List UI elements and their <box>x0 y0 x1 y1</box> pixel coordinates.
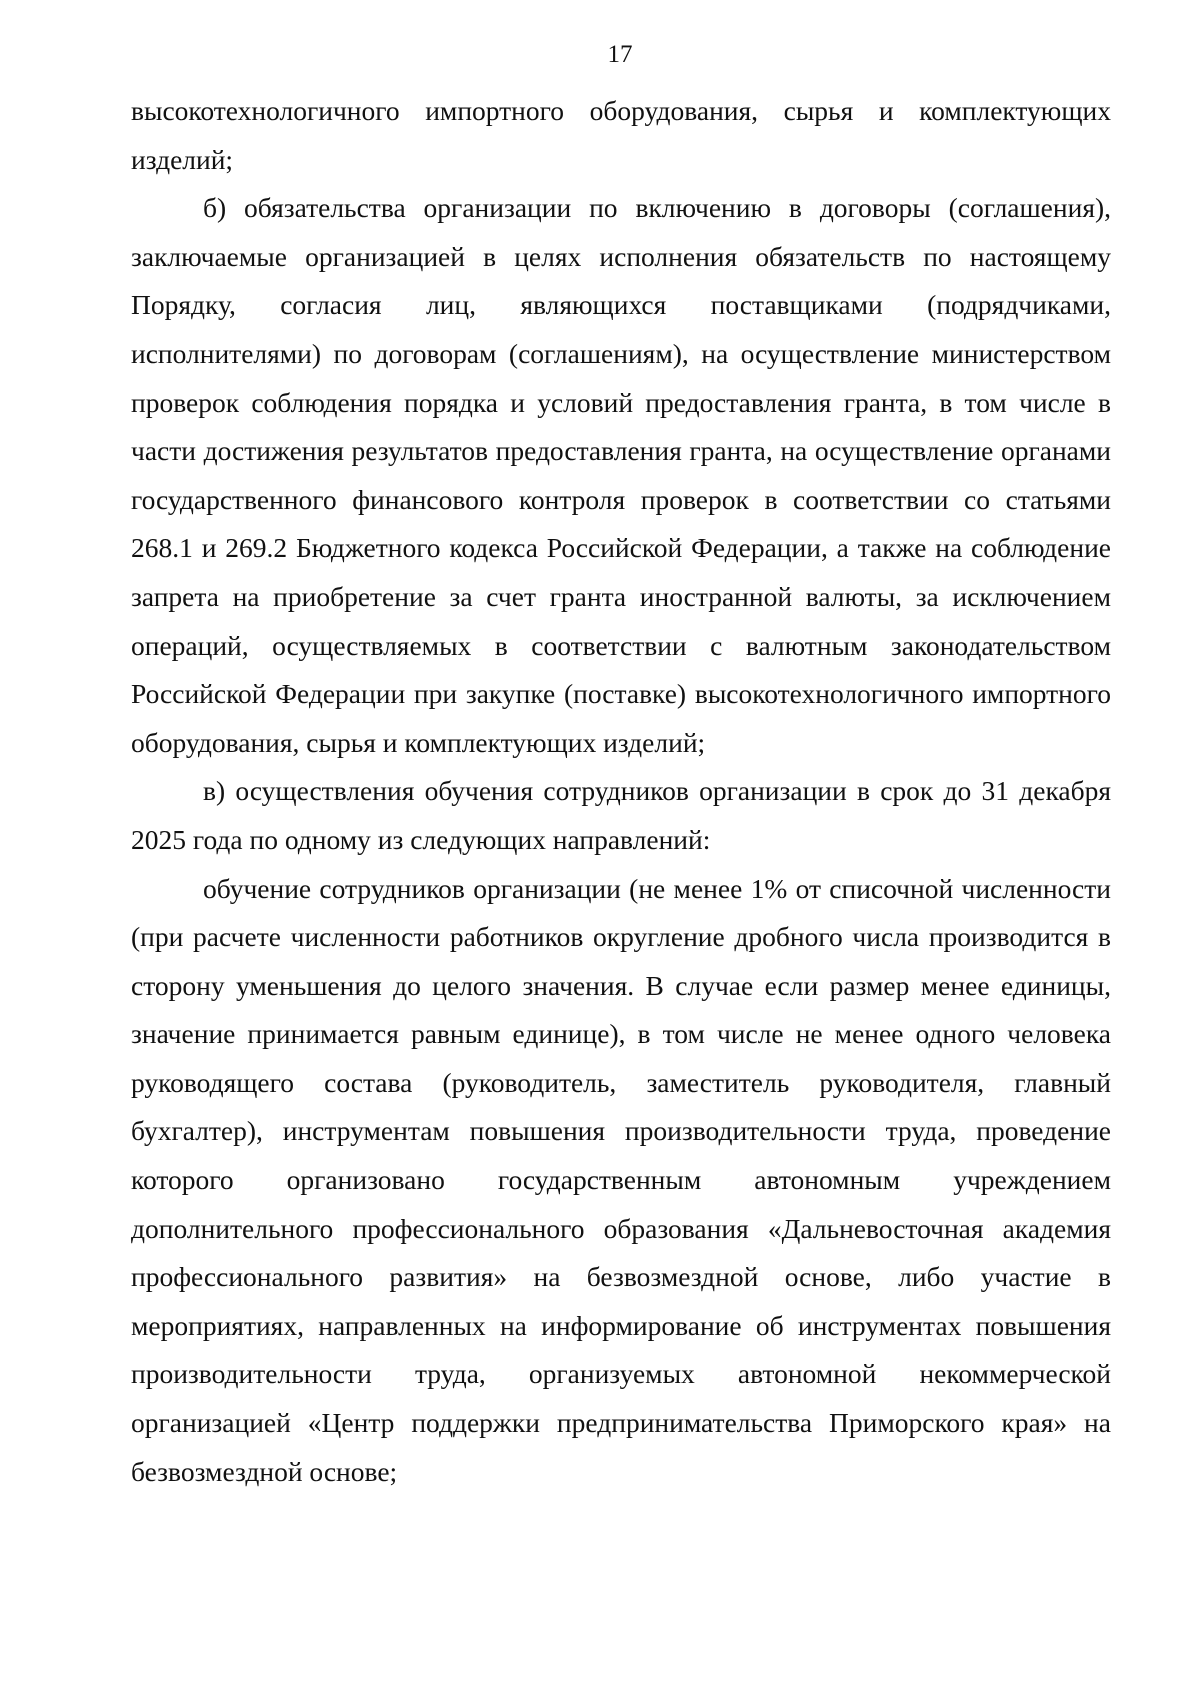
paragraph-training: обучение сотрудников организации (не менее 1% от списочной численности (при расчете численности работников округление дробного числа производится в сторону уменьшения до целого значения. В случае если размер менее единицы, значение принимается равным единице), в том числе не менее одного человека руководящего состава (руководитель, заместитель руководителя, главный бухгалтер), инструментам повышения производительности труда, проведение которого организовано государственным автономным учреждением дополнительного профессионального образования «Дальневосточная академия профессионального развития» на безвозмездной основе, либо участие в мероприятиях, направленных на информирование об инструментах повышения производительности труда, организуемых автономной некоммерческой организацией «Центр поддержки предпринимательства Приморского края» на безвозмездной основе; <box>131 872 1111 1487</box>
paragraph-continuation: высокотехнологичного импортного оборудования, сырья и комплектующих изделий; <box>131 95 1111 175</box>
document-body <box>131 87 1111 1496</box>
page-number: 17 <box>607 41 633 68</box>
paragraph-item-v: в) осуществления обучения сотрудников организации в срок до 31 декабря 2025 года по одному из следующих направлений: <box>131 775 1111 855</box>
paragraph-item-b: б) обязательства организации по включению в договоры (соглашения), заключаемые организацией в целях исполнения обязательств по настоящему Порядку, согласия лиц, являющихся поставщиками (подрядчиками, исполнителями) по договорам (соглашениям), на осуществление министерством проверок соблюдения порядка и условий предоставления гранта, в том числе в части достижения результатов предоставления гранта, на осуществление органами государственного финансового контроля проверок в соответствии со статьями 268.1 и 269.2 Бюджетного кодекса Российской Федерации, а также на соблюдение запрета на приобретение за счет гранта иностранной валюты, за исключением операций, осуществляемых в соответствии с валютным законодательством Российской Федерации при закупке (поставке) высокотехнологичного импортного оборудования, сырья и комплектующих изделий; <box>131 192 1111 758</box>
